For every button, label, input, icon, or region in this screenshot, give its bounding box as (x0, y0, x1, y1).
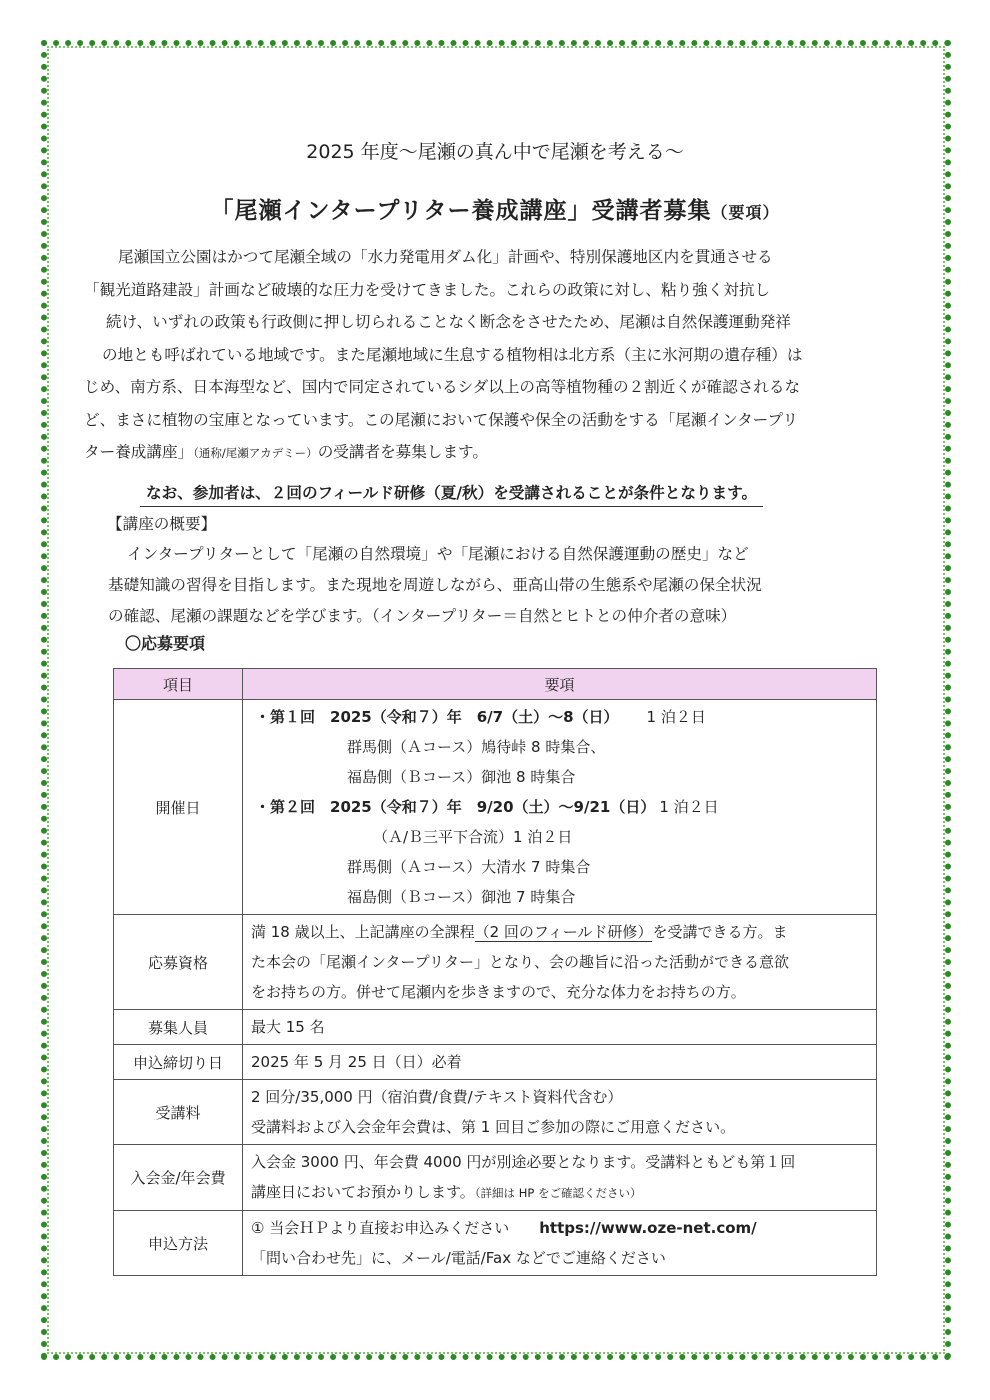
overview-line: の確認、尾瀬の課題などを学びます。（インタープリター＝自然とヒトとの仲介者の意味） (108, 607, 737, 625)
intro-line: ど、まさに植物の宝庫となっています。この尾瀬において保護や保全の活動をする「尾瀬インタープリ (84, 410, 799, 429)
row-value-deadline: 2025 年 5 月 25 日（日）必着 (243, 1045, 877, 1080)
session-2 (255, 792, 868, 822)
table-row (114, 1211, 877, 1276)
membership-line: 入会金 3000 円、年会費 4000 円が別途必要となります。受講料ともども第１回 (251, 1153, 796, 1171)
eligibility-text: 満 18 歳以上、上記講座の全課程 (251, 923, 475, 941)
session-2-stay: 1 泊２日 (659, 798, 719, 816)
intro-line: 「観光道路建設」計画など破壊的な圧力を受けてきました。これらの政策に対し、粘り強く対抗し (84, 280, 771, 299)
table-row (114, 1045, 877, 1080)
eligibility-underlined: （2 回のフィールド研修） (474, 923, 653, 941)
intro-line: 尾瀬国立公園はかつて尾瀬全域の「水力発電用ダム化」計画や、特別保護地区内を貫通させる (118, 248, 773, 266)
fee-line: 受講料および入会金年会費は、第 1 回目ご参加の際にご用意ください。 (251, 1118, 736, 1136)
session-1-title: ・第１回 2025（令和７）年 6/7（土）～8（日） (255, 708, 619, 726)
eligibility-line: をお持ちの方。併せて尾瀬内を歩きますので、充分な体力をお持ちの方。 (251, 983, 746, 1001)
table-header-row (114, 669, 877, 700)
row-label-membership: 入会金/年会費 (114, 1145, 243, 1211)
intro-line: 続け、いずれの政策も行政側に押し切られることなく断念をさせたため、尾瀬は自然保護運動発祥 (106, 313, 791, 331)
intro-text: ター養成講座」 (84, 443, 194, 461)
method-line (251, 1213, 868, 1243)
table-row (114, 1145, 877, 1211)
row-value-capacity: 最大 15 名 (243, 1010, 877, 1045)
overview-line: 基礎知識の習得を目指します。また現地を周遊しながら、亜高山帯の生態系や尾瀬の保全状況 (108, 576, 762, 594)
row-value-membership (243, 1145, 877, 1211)
title-suffix: （要項） (711, 203, 780, 222)
intro-nickname: （通称/尾瀬アカデミー） (193, 446, 318, 460)
table-row (114, 1080, 877, 1145)
method-line: 「問い合わせ先」に、メール/電話/Fax などでご連絡ください (251, 1249, 666, 1267)
session-2-course-b: 福島側（Ｂコース）御池 7 時集合 (347, 888, 576, 906)
eligibility-line (251, 917, 868, 947)
participation-condition: なお、参加者は、２回のフィールド研修（夏/秋）を受講されることが条件となります。 (140, 481, 763, 507)
row-label-fee: 受講料 (114, 1080, 243, 1145)
subtitle: 2025 年度～尾瀬の真ん中で尾瀬を考える～ (306, 141, 684, 163)
session-2-note: （Ａ/Ｂ三平下合流）1 泊２日 (373, 828, 573, 846)
row-label-capacity: 募集人員 (114, 1010, 243, 1045)
method-text: ① 当会ＨＰより直接お申込みください (251, 1219, 510, 1237)
eligibility-text: を受講できる方。ま (652, 923, 788, 941)
row-label-dates: 開催日 (114, 700, 243, 915)
row-value-eligibility (243, 915, 877, 1010)
table-row (114, 915, 877, 1010)
intro-line: の地とも呼ばれている地域です。また尾瀬地域に生息する植物相は北方系（主に氷河期の遺存種）は (102, 345, 803, 364)
session-2-title: ・第２回 2025（令和７）年 9/20（土）～9/21（日） (255, 798, 656, 816)
session-1-stay: 1 泊２日 (646, 708, 706, 726)
intro-text: の受講者を募集します。 (317, 443, 488, 461)
header-item: 項目 (114, 669, 243, 700)
row-label-eligibility: 応募資格 (114, 915, 243, 1010)
session-1-course-b: 福島側（Ｂコース）御池 8 時集合 (347, 768, 576, 786)
header-detail: 要項 (243, 669, 877, 700)
fee-line: 2 回分/35,000 円（宿泊費/食費/テキスト資料代含む） (251, 1088, 623, 1106)
session-1 (255, 702, 868, 732)
eligibility-line: た本会の「尾瀬インタープリター」となり、会の趣旨に沿った活動ができる意欲 (251, 953, 790, 971)
application-table (113, 668, 877, 1276)
membership-line (251, 1177, 868, 1208)
overview-heading: 【講座の概要】 (107, 515, 217, 533)
website-link[interactable]: https://www.oze-net.com/ (539, 1219, 757, 1237)
overview-text (108, 539, 762, 632)
membership-text: 講座日においてお預かりします。 (251, 1183, 475, 1201)
session-1-course-a: 群馬側（Ａコース）鳩待峠 8 時集合、 (347, 738, 606, 756)
page-title (0, 192, 990, 225)
row-value-method (243, 1211, 877, 1276)
application-heading: 〇応募要項 (125, 634, 206, 653)
overview-line: インタープリターとして「尾瀬の自然環境」や「尾瀬における自然保護運動の歴史」など (127, 545, 749, 563)
table-row (114, 1010, 877, 1045)
intro-line: じめ、南方系、日本海型など、国内で同定されているシダ以上の高等植物種の２割近くが確認されるな (84, 378, 801, 396)
row-value-fee (243, 1080, 877, 1145)
row-label-method: 申込方法 (114, 1211, 243, 1276)
intro-paragraph (84, 241, 904, 470)
membership-note: （詳細は HP をご確認ください） (474, 1186, 642, 1200)
title-text: 「尾瀬インタープリター養成講座」受講者募集 (210, 198, 712, 224)
session-2-course-a: 群馬側（Ａコース）大清水 7 時集合 (347, 858, 591, 876)
row-value-dates (243, 700, 877, 915)
intro-line (84, 436, 904, 470)
table-row (114, 700, 877, 915)
row-label-deadline: 申込締切り日 (114, 1045, 243, 1080)
